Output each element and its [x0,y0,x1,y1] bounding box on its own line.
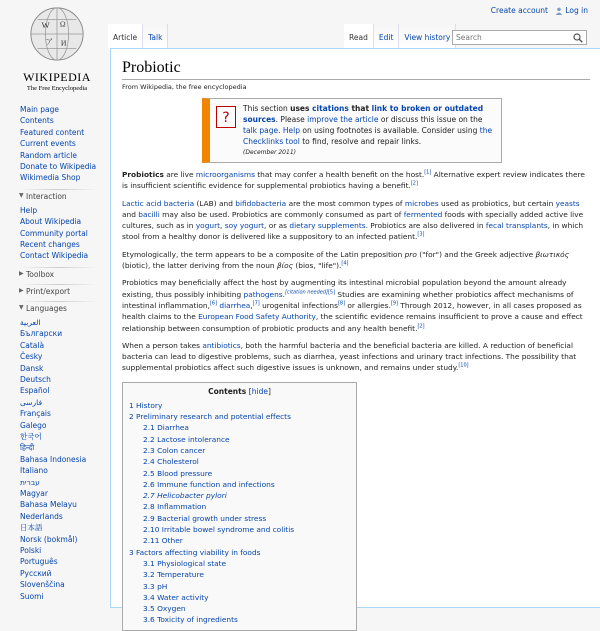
search-box [452,30,587,45]
paragraph-intro: Probiotics are live microorganisms that may confer a health benefit on the host.[1] Alternative expert review indicates there is insufficient scientific evidence for supplemental probiotics having a benefit.[2] [122,169,585,191]
tab-read[interactable]: Read [344,24,374,48]
reference-link[interactable]: [9] [390,300,398,307]
sidebar-language-link[interactable]: Slovenščina [20,580,65,590]
toc-item-label[interactable]: 2.2 Lactose intolerance [143,434,230,444]
sidebar-interaction-link[interactable]: Contact Wikipedia [20,251,89,261]
reference-link[interactable]: [7] [252,300,260,307]
toc-list [129,400,350,626]
antibiotics-link[interactable]: antibiotics [202,340,241,350]
sidebar-language-link[interactable]: हिन्दी [20,443,35,453]
sidebar [0,104,108,602]
toc-item-label[interactable]: 2.5 Blood pressure [143,468,213,478]
toc-item[interactable] [129,422,350,433]
sidebar-nav-link[interactable]: Contents [20,116,54,126]
toc-item-label[interactable]: 3.5 Oxygen [143,604,186,614]
toc-hide-link[interactable]: hide [251,386,268,396]
toc-item[interactable] [129,445,350,456]
toc-item[interactable] [129,558,350,569]
sidebar-language-link[interactable]: Italiano [20,466,48,476]
toc-item-label[interactable]: 3.1 Physiological state [143,558,227,568]
sidebar-language-link[interactable]: Dansk [20,363,44,373]
wikipedia-logo[interactable] [15,5,99,95]
toc-item-label[interactable]: 1 History [129,400,163,410]
sidebar-language-link[interactable]: العربية [20,317,41,327]
sidebar-language-link[interactable]: Nederlands [20,511,63,521]
chevron-right-icon: ▶ [19,286,24,294]
user-icon [555,7,563,15]
chevron-right-icon: ▶ [19,269,24,277]
sidebar-nav-link[interactable]: Main page [20,105,60,114]
toolbox-heading[interactable] [0,270,108,279]
toc-item[interactable] [129,411,350,422]
reference-link[interactable]: [2] [417,323,425,330]
page-title: Probiotic [122,59,590,80]
sidebar-language-link[interactable]: Suomi [20,591,44,601]
toc-item-label[interactable]: 2.11 Other [143,536,183,546]
toc-item-label[interactable]: 3.6 Toxicity of ingredients [143,615,238,625]
sidebar-language-link[interactable]: Português [20,557,58,567]
sidebar-language-link[interactable]: עברית [20,477,40,487]
sidebar-language-link[interactable]: Norsk (bokmål) [20,534,78,544]
chevron-down-icon: ▼ [19,191,24,199]
tab-edit[interactable]: Edit [374,24,400,48]
sidebar-navigation [0,104,108,184]
sidebar-language-link[interactable]: فارسی [20,397,43,407]
sidebar-nav-link[interactable]: Donate to Wikipedia [20,162,97,172]
toc-item[interactable] [129,614,350,625]
logo-wordmark: WIKIPEDIA [23,70,91,84]
microbes-link[interactable]: microbes [404,198,439,208]
toc-item-label[interactable]: 2.1 Diarrhea [143,423,189,433]
toc-item-label[interactable]: 3.4 Water activity [143,592,209,602]
svg-text:И: И [60,38,67,48]
toc-item[interactable] [129,513,350,524]
chevron-down-icon: ▼ [19,303,24,311]
sidebar-languages [0,317,108,602]
toc-item-label[interactable]: 3.2 Temperature [143,570,204,580]
sidebar-nav-link[interactable]: Random article [20,150,77,160]
toc-item[interactable] [129,592,350,603]
tab-article[interactable]: Article [108,24,143,48]
sidebar-nav-link[interactable]: Current events [20,139,76,149]
checklinks-tool-link[interactable]: the Checklinks tool [243,126,493,146]
toc-item[interactable] [129,547,350,558]
reference-link[interactable]: [4] [341,260,349,267]
log-in-group[interactable] [555,6,588,15]
sidebar-language-link[interactable]: Polski [20,546,42,555]
toc-item-label[interactable]: 2.10 Irritable bowel syndrome and colitis [143,525,295,535]
sidebar-language-link[interactable]: Magyar [20,488,48,498]
sidebar-language-link[interactable]: Español [20,386,50,396]
reference-link[interactable]: [6] [209,300,218,307]
sidebar-language-link[interactable]: Bahasa Melayu [20,500,77,510]
toc-item[interactable] [129,501,350,512]
create-account-link[interactable]: Create account [490,6,548,15]
broken-sources-link[interactable]: link to broken or outdated sources [243,104,484,124]
sidebar-language-link[interactable]: Bahasa Indonesia [20,454,87,464]
toc-item[interactable] [129,456,350,467]
paragraph-types: Lactic acid bacteria (LAB) and bifidobacteria are the most common types of microbes used as probiotics, but certain yeasts and bacilli may also be used. Probiotics are commonly consumed as part of fermented foods with specially added active live cultures, such as in yogurt, soy yogurt, or as dietary supplements. Probiotics are also delivered in fecal transplants, in which stool from a healthy donor is delivered like a suppository to an infected patient.[3] [122,198,584,242]
sidebar-language-link[interactable]: Български [20,329,63,339]
toc-item[interactable] [129,524,350,535]
sidebar-language-link[interactable]: Català [20,340,45,350]
toc-item-label[interactable]: 2.4 Cholesterol [143,457,199,467]
sidebar-language-link[interactable]: Русский [20,568,52,578]
paragraph-etymology: Etymologically, the term appears to be a composite of the Latin preposition pro ("for") and the Greek adjective βιωτικός (biotic), the latter deriving from the noun βίος (bios, "life").[4] [122,249,570,271]
interaction-heading-label: Interaction [26,191,67,201]
log-in-link[interactable]: Log in [565,6,588,15]
sidebar-nav-link[interactable]: Wikimedia Shop [20,173,81,183]
microorganisms-link[interactable]: microorganisms [195,170,255,179]
site-subtitle: From Wikipedia, the free encyclopedia [122,83,247,91]
citation-notice [202,98,502,163]
sidebar-language-link[interactable]: Français [20,409,51,419]
sidebar-interaction-link[interactable]: Recent changes [20,240,80,250]
toc-item-label[interactable]: 2 Preliminary research and potential effects [129,412,291,422]
improve-article-link[interactable]: improve the article [307,115,379,124]
paragraph-effects: Probiotics may beneficially affect the host by augmenting its intestinal microbial population beyond the amount already existing, thus possibly inhibiting pathogens.[citation needed][5] Studies are examining whether probiotics affect mechanisms of intestinal inflammation,[6] diarrhea,[7] urogenital infections[8] or allergies.[9] Through 2012, however, in all cases proposed as health claims to the European Food Safety Authority, the scientific evidence remains insufficient to prove a cause and effect relationship between consumption of probiotic products and any health benefit.[2] [122,278,583,333]
svg-text:Ω: Ω [59,19,66,29]
svg-text:ア: ア [45,37,54,47]
personal-tools [491,6,588,15]
reference-link[interactable]: [3] [417,232,425,239]
tab-talk[interactable]: Talk [143,24,168,48]
sidebar-language-link[interactable]: Česky [20,352,43,362]
dietary-supplements-link[interactable]: dietary supplements [289,221,366,231]
fecal-transplants-link[interactable]: fecal transplants [485,221,548,231]
reference-link[interactable]: [5] [327,289,336,296]
toc-item[interactable] [129,581,350,592]
interaction-heading[interactable] [0,192,108,201]
toc-item[interactable] [129,569,350,580]
notice-date: (December 2011) [243,149,296,156]
search-icon[interactable] [573,33,583,43]
sidebar-interaction-link[interactable]: Community portal [20,228,88,238]
toc-item-label[interactable]: 2.8 Inflammation [143,502,207,512]
toc-item[interactable] [129,468,350,479]
sidebar-language-link[interactable]: Galego [20,420,47,430]
fermented-link[interactable]: fermented [403,209,443,219]
toc-item[interactable] [129,479,350,490]
sidebar-interaction-link[interactable]: Help [20,205,38,215]
toc-item[interactable] [129,490,350,501]
sidebar-interaction-link[interactable]: About Wikipedia [20,217,82,227]
svg-text:W: W [41,20,50,31]
reference-link[interactable]: [2] [410,180,418,187]
toc-item-label[interactable]: 2.7 Helicobacter pylori [143,491,227,501]
toc-item[interactable] [129,603,350,614]
sidebar-interaction [0,205,108,262]
toc-item-label[interactable]: 2.6 Immune function and infections [143,479,275,489]
sidebar-nav-link[interactable]: Featured content [20,127,85,137]
toc-item[interactable] [129,400,350,411]
toc-item-label[interactable]: 2.9 Bacterial growth under stress [143,513,267,523]
bifidobacteria-link[interactable]: bifidobacteria [235,198,287,208]
talk-page-link[interactable]: talk page [243,126,279,135]
logo-tagline: The Free Encyclopedia [26,85,88,92]
reference-link[interactable]: [10] [458,362,469,369]
toolbox-heading-label: Toolbox [26,269,55,279]
efsa-link[interactable]: European Food Safety Authority [198,312,316,322]
wikipedia-globe-icon [28,5,86,63]
sidebar-language-link[interactable]: 한국어 [20,431,42,441]
paragraph-antibiotics: When a person takes antibiotics, both the harmful bacteria and the beneficial bacteria are killed. A reduction of beneficial bacteria can lead to digestive problems, such as diarrhea, yeast infections and urinary tract infections. The possibility that supplemental probiotics affect such digestive issues is unknown, and remains under study.[10] [122,340,577,373]
toc-item[interactable] [129,434,350,445]
yogurt-link[interactable]: yogurt [195,221,221,231]
citations-link[interactable]: citations [312,104,349,113]
toc-item-label[interactable]: 2.3 Colon cancer [143,445,206,455]
toc-title: Contents [hide] [208,386,271,396]
search-input[interactable] [453,31,568,44]
notice-text: This section uses citations that link to broken or outdated sources. Please improve the article or discuss this issue on the talk page. Help on using footnotes is available. Consider using the Checklinks tool to find, resolve and repair links. (December 2011) [243,103,495,158]
article-content [110,48,600,625]
question-mark-icon: ? [216,106,236,128]
print-export-heading[interactable] [0,287,108,296]
diarrhea-link[interactable]: diarrhea [219,300,251,310]
lactic-acid-bacteria-link[interactable]: Lactic acid bacteria [122,198,195,208]
toc-item-label[interactable]: 3.3 pH [143,581,168,591]
reference-link[interactable]: [8] [337,300,346,307]
help-footnotes-link[interactable]: Help [282,126,300,135]
languages-heading-label: Languages [26,303,67,313]
pathogens-link[interactable]: pathogens [243,289,283,299]
citation-needed-link[interactable]: [citation needed] [285,289,328,296]
toc-item[interactable] [129,535,350,546]
toc-item-label[interactable]: 3 Factors affecting viability in foods [129,547,261,557]
bacilli-link[interactable]: bacilli [138,209,160,219]
sidebar-language-link[interactable]: 日本語 [20,523,43,533]
soy-yogurt-link[interactable]: soy yogurt [224,221,265,231]
table-of-contents [122,382,357,631]
namespace-tabs [108,24,168,48]
yeasts-link[interactable]: yeasts [555,198,580,208]
view-tabs [344,24,456,48]
sidebar-language-link[interactable]: Deutsch [20,374,51,384]
print-export-heading-label: Print/export [26,286,71,296]
reference-link[interactable]: [1] [424,169,432,176]
languages-heading[interactable] [0,304,108,313]
tab-view-history[interactable]: View history [399,24,456,48]
